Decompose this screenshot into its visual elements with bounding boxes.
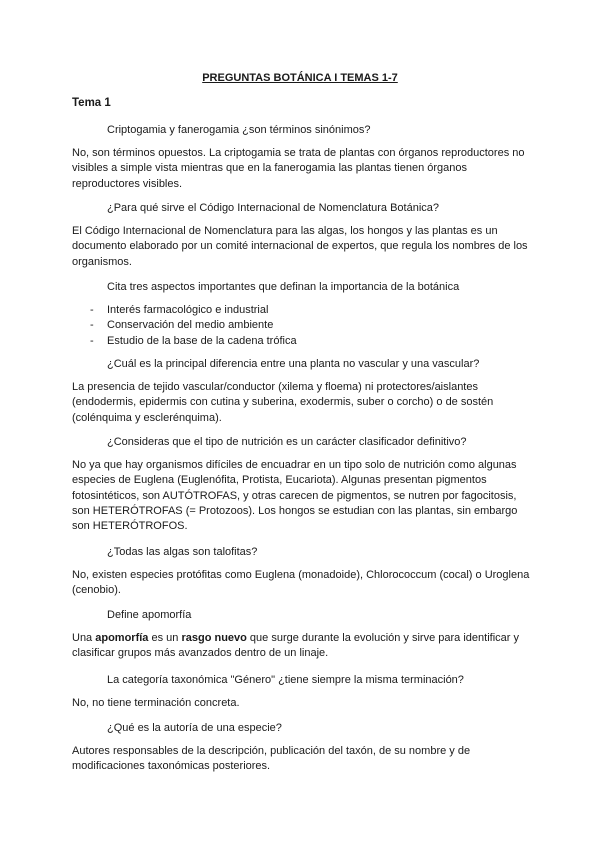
- question: ¿Cuál es la principal diferencia entre una planta no vascular y una vascular?: [107, 358, 480, 370]
- answer: La presencia de tejido vascular/conductor (xilema y floema) ni protectores/aislantes (endodermis, epidermis con cutina y suberina, exodermis, suber o corcho) o de sostén (colénquima y esclerénquima).: [72, 381, 494, 424]
- question: La categoría taxonómica "Género" ¿tiene siempre la misma terminación?: [107, 674, 464, 686]
- question: ¿Qué es la autoría de una especie?: [107, 722, 282, 734]
- answer: No, son términos opuestos. La criptogamia se trata de plantas con órganos reproductores no visibles a simple vista mientras que en la fanerogamia las plantas tienen órganos reproductores visibles.: [72, 147, 525, 190]
- list-item: - Interés farmacológico e industrial: [72, 303, 297, 318]
- list-item: - Estudio de la base de la cadena trófica: [72, 334, 297, 349]
- section-heading: Tema 1: [72, 97, 111, 109]
- question: Cita tres aspectos importantes que definan la importancia de la botánica: [107, 281, 460, 293]
- question: ¿Consideras que el tipo de nutrición es un carácter clasificador definitivo?: [107, 436, 467, 448]
- answer: El Código Internacional de Nomenclatura para las algas, los hongos y las plantas es un documento elaborado por un comité internacional de expertos, que regula los nombres de los organismos.: [72, 225, 528, 268]
- answer: No ya que hay organismos difíciles de encuadrar en un tipo solo de nutrición como algunas especies de Euglena (Euglenófita, Protista, Eucariota). Algunas presentan pigmentos fotosintéticos, son AUTÓTROFAS, y otras carecen de pigmentos, se nutren por fagocitosis, son HETERÓTROFAS (= Protozoos). Los hongos se estudian con las plantas, sin embargo son HETERÓTROFOS.: [72, 459, 518, 533]
- answer: No, no tiene terminación concreta.: [72, 697, 240, 709]
- question: Define apomorfía: [107, 609, 192, 621]
- bullet-list: [72, 303, 297, 349]
- document-title: PREGUNTAS BOTÁNICA I TEMAS 1-7: [202, 72, 398, 84]
- answer-emphasis: rasgo nuevo: [181, 632, 247, 644]
- answer: [72, 631, 530, 662]
- question: ¿Todas las algas son talofitas?: [107, 546, 258, 558]
- answer: No, existen especies protófitas como Euglena (monadoide), Chlorococcum (cocal) o Uroglena (cenobio).: [72, 569, 530, 597]
- answer-text: es un: [148, 632, 182, 644]
- question: Criptogamia y fanerogamia ¿son términos sinónimos?: [107, 124, 371, 136]
- answer-text: Una: [72, 632, 96, 644]
- answer-emphasis: apomorfía: [95, 632, 149, 644]
- answer: Autores responsables de la descripción, publicación del taxón, de su nombre y de modificaciones taxonómicas posteriores.: [72, 745, 471, 773]
- list-item: - Conservación del medio ambiente: [72, 318, 297, 333]
- question: ¿Para qué sirve el Código Internacional de Nomenclatura Botánica?: [107, 202, 440, 214]
- answer-text: que surge durante la evolución y sirve para identificar y clasificar grupos más avanzados dentro de un linaje.: [72, 632, 519, 660]
